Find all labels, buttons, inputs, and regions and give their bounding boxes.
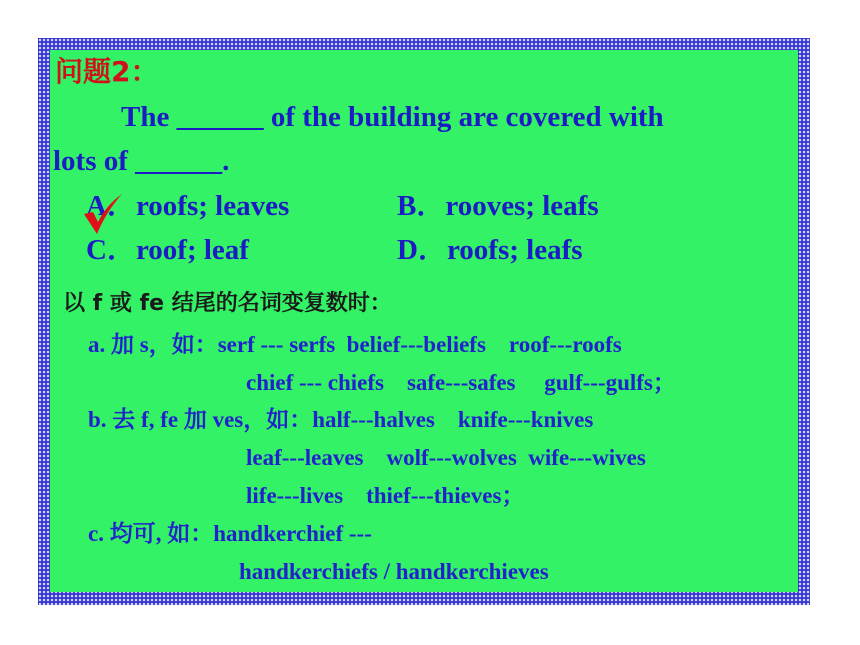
option-c: C．roof; leaf: [86, 234, 249, 266]
question-title: 问题2：: [55, 55, 159, 88]
question-line-1: The ______ of the building are covered with: [121, 101, 664, 133]
rule-a-line-1: a. 加 s，如：serf --- serfs belief---beliefs roof---roofs: [88, 332, 622, 357]
rule-heading: 以 f 或 fe 结尾的名词变复数时：: [63, 291, 392, 316]
check-icon: [80, 192, 124, 236]
question-line-2: lots of ______.: [53, 145, 230, 177]
rule-c-line-1: c. 均可, 如：handkerchief ---: [88, 521, 372, 546]
option-b: B．rooves; leafs: [397, 190, 599, 222]
rule-b-line-1: b. 去 f, fe 加 ves，如：half---halves knife---knives: [88, 407, 594, 432]
rule-b-line-3: life---lives thief---thieves；: [246, 483, 525, 508]
rule-b-line-2: leaf---leaves wolf---wolves wife---wives: [246, 445, 646, 470]
option-a: A．roofs; leaves: [86, 190, 290, 222]
rule-c-line-2: handkerchiefs / handkerchieves: [239, 559, 549, 584]
option-d: D．roofs; leafs: [397, 234, 583, 266]
rule-a-line-2: chief --- chiefs safe---safes gulf---gulfs；: [246, 370, 676, 395]
